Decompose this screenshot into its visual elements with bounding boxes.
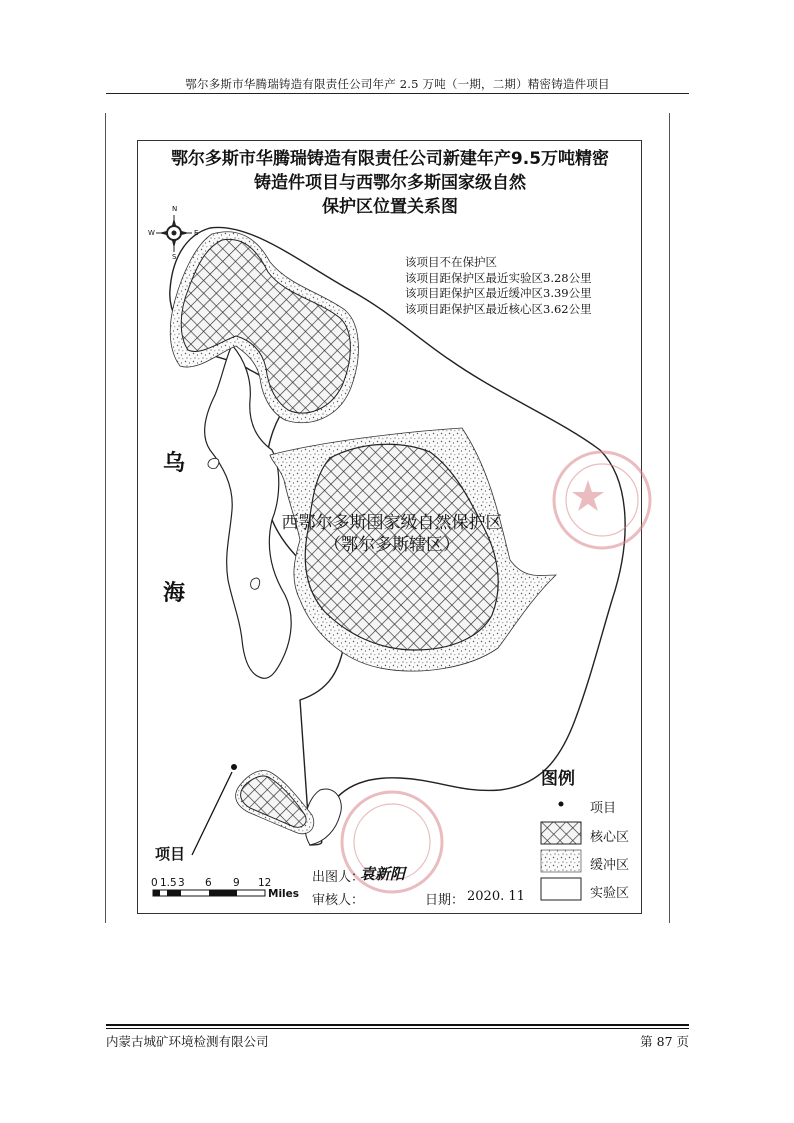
project-label: 项目 xyxy=(155,845,186,863)
note-experimental-distance: 该项目距保护区最近实验区3.28公里 xyxy=(405,270,592,285)
legend-buffer-symbol xyxy=(541,850,581,872)
map-title xyxy=(140,147,640,219)
page-header: 鄂尔多斯市华腾瑞铸造有限责任公司年产 2.5 万吨（一期，二期）精密铸造件项目 xyxy=(185,77,610,91)
footer-rule-thick xyxy=(106,1024,689,1026)
drawn-by-signature: 袁新阳 xyxy=(360,865,406,883)
date-label: 日期： xyxy=(425,893,465,908)
note-buffer-distance: 该项目距保护区最近缓冲区3.39公里 xyxy=(405,286,592,300)
legend-core-symbol xyxy=(541,822,581,844)
scale-tick-0: 0 xyxy=(151,877,158,889)
compass-w-label: W xyxy=(148,229,155,237)
footer-page-number: 第 87 页 xyxy=(640,1034,689,1049)
legend-title: 图例 xyxy=(541,769,575,789)
map-title-line-2: 铸造件项目与西鄂尔多斯国家级自然 xyxy=(254,173,526,193)
footer-company: 内蒙古城矿环境检测有限公司 xyxy=(106,1034,269,1049)
legend-experimental-label: 实验区 xyxy=(590,886,630,901)
footer-rule-thin xyxy=(106,1028,689,1029)
reserve-label xyxy=(262,512,522,556)
legend-project-symbol xyxy=(559,802,564,807)
project-point xyxy=(231,764,237,770)
scale-tick-6: 6 xyxy=(205,877,212,889)
scale-unit: Miles xyxy=(268,888,300,900)
reviewed-by-label: 审核人： xyxy=(312,893,365,908)
lake-small-2 xyxy=(251,578,260,589)
wuhai-label-1: 乌 xyxy=(163,451,186,476)
scale-tick-1-5: 1.5 xyxy=(160,877,177,889)
distance-notes xyxy=(405,255,592,317)
note-not-in-reserve: 该项目不在保护区 xyxy=(405,255,497,269)
wuhai-label-2: 海 xyxy=(163,581,186,606)
project-leader-line xyxy=(192,772,232,855)
note-core-distance: 该项目距保护区最近核心区3.62公里 xyxy=(405,301,592,316)
map-title-line-1: 鄂尔多斯市华腾瑞铸造有限责任公司新建年产9.5万吨精密 xyxy=(170,149,610,169)
reserve-name: 西鄂尔多斯国家级自然保护区 xyxy=(281,513,503,533)
legend-project-label: 项目 xyxy=(590,801,617,816)
date-value: 2020. 11 xyxy=(467,889,525,904)
legend-buffer-label: 缓冲区 xyxy=(590,858,630,873)
map-title-line-3: 保护区位置关系图 xyxy=(322,197,458,217)
legend-core-label: 核心区 xyxy=(590,830,630,845)
scale-tick-12: 12 xyxy=(258,877,272,889)
compass-e-label: E xyxy=(194,229,199,237)
reserve-district: （鄂尔多斯辖区） xyxy=(324,535,460,555)
legend-experimental-symbol xyxy=(541,878,581,900)
compass-s-label: S xyxy=(172,253,177,261)
scale-tick-3: 3 xyxy=(178,877,185,889)
compass-n-label: N xyxy=(172,205,178,213)
scale-tick-9: 9 xyxy=(233,877,240,889)
scale-bar xyxy=(153,890,265,896)
lake-small-1 xyxy=(208,458,219,468)
drawn-by-label: 出图人： xyxy=(312,870,365,885)
